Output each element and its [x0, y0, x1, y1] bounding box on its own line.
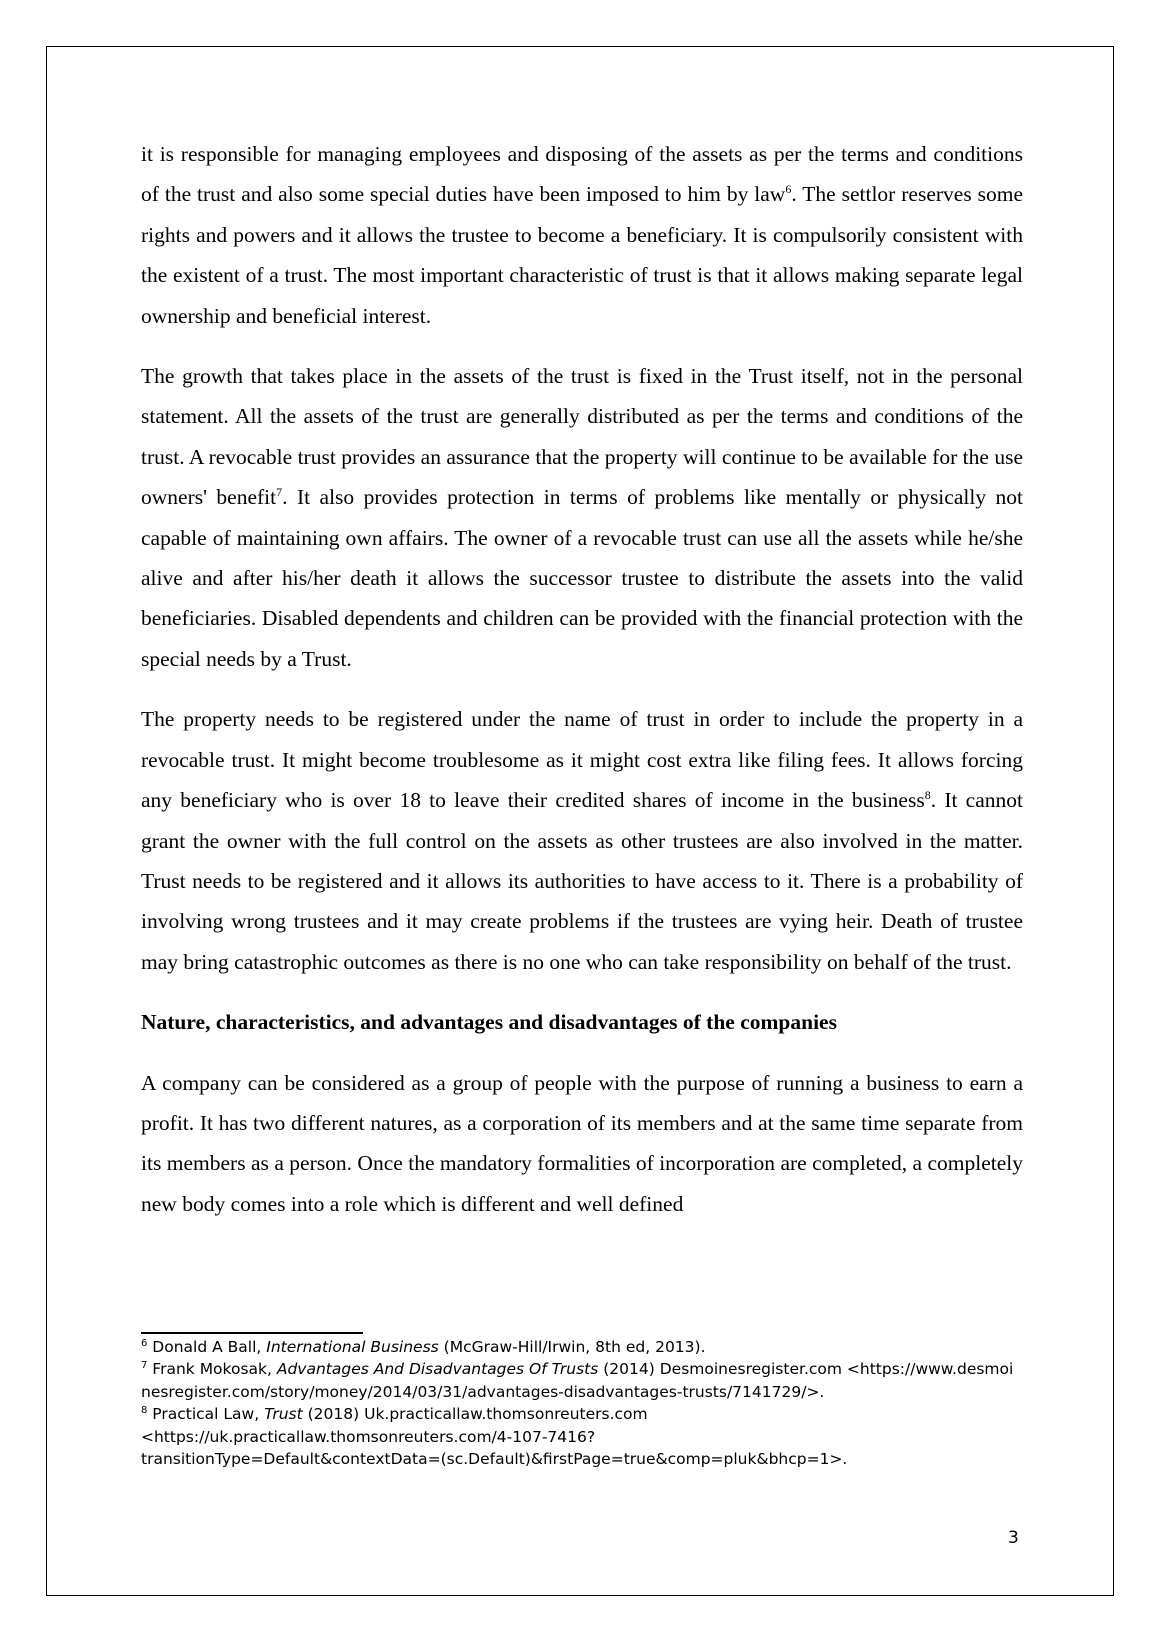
footnote-ref-6[interactable]: 6 [785, 182, 792, 197]
paragraph-text: . It also provides protection in terms of problems like mentally or physically not capable of maintaining own affairs. The owner of a revocable trust can use all the assets while he/she alive and after his/her death it allows the successor trustee to distribute the assets into the valid beneficiaries. Disabled dependents and children can be provided with the financial protection with the special needs by a Trust. [141, 485, 1023, 671]
footnote-title: Advantages And Disadvantages Of Trusts [276, 1360, 599, 1379]
footnote-title: International Business [266, 1338, 439, 1356]
footnote-text: Practical Law, [147, 1405, 265, 1424]
paragraph-trust-disadvantages [141, 699, 1023, 982]
footnote-title: Trust [264, 1405, 303, 1424]
footnote-text: Frank Mokosak, [147, 1360, 277, 1379]
footnote-separator [141, 1332, 363, 1334]
footnote-text: (McGraw-Hill/Irwin, 8th ed, 2013). [438, 1338, 706, 1356]
paragraph-text: The growth that takes place in the assets of the trust is fixed in the Trust itself, not in the personal statement. All the assets of the trust are generally distributed as per the terms and conditions of the trust. A revocable trust provides an assurance that the property will continue to be available for the use owners' benefit [141, 364, 1023, 510]
footnote-link[interactable]: transitionType=Default&contextData=(sc.Default)&firstPage=true&comp=pluk&bhcp=1>. [141, 1450, 848, 1469]
paragraph-trustee-duties [141, 134, 1023, 336]
paragraph-company-nature: A company can be considered as a group of people with the purpose of running a business to earn a profit. It has two different natures, as a corporation of its members and at the same time separate from its members as a person. Once the mandatory formalities of incorporation are completed, a completely new body comes into a role which is different and well defined [141, 1070, 1023, 1216]
footnote-number: 7 [141, 1360, 148, 1372]
footnote-link[interactable]: (2014) Desmoinesregister.com <https://www.desmoinesregister.com/story/money/2014/03/31/advantages-disadvantages-trusts/7141729/>. [141, 1360, 1014, 1401]
footnote-number: 6 [141, 1337, 148, 1349]
footnotes [141, 1336, 1023, 1470]
paragraph-text: . The settlor reserves some rights and powers and it allows the trustee to become a beneficiary. It is compulsorily consistent with the existent of a trust. The most important characteristic of trust is that it allows making separate legal ownership and beneficial interest. [141, 182, 1024, 328]
footnote-link[interactable]: <https://uk.practicallaw.thomsonreuters.com/4-107-7416? [141, 1427, 596, 1446]
document-body [141, 134, 1023, 1244]
paragraph-text: The property needs to be registered under the name of trust in order to include the property in a revocable trust. It might become troublesome as it might cost extra like filing fees. It allows forcing any beneficiary who is over 18 to leave their credited shares of income in the business [141, 707, 1023, 813]
footnote-6 [141, 1336, 1023, 1358]
paragraph-text: . It cannot grant the owner with the full control on the assets as other trustees are also involved in the matter. Trust needs to be registered and it allows its authorities to have access to it. There is a probability of involving wrong trustees and it may create problems if the trustees are vying heir. Death of trustee may bring catastrophic outcomes as there is no one who can take responsibility on behalf of the trust. [141, 788, 1023, 974]
footnote-number: 8 [141, 1405, 148, 1417]
footnote-text: Donald A Ball, [147, 1338, 267, 1356]
section-heading: Nature, characteristics, and advantages and disadvantages of the companies [141, 1010, 837, 1035]
footnote-7 [141, 1358, 1023, 1403]
footnote-ref-8[interactable]: 8 [924, 787, 931, 802]
footnote-8 [141, 1403, 1023, 1470]
footnote-ref-7[interactable]: 7 [276, 485, 283, 500]
footnote-text: (2018) Uk.practicallaw.thomsonreuters.com [302, 1405, 648, 1424]
page-number: 3 [1008, 1528, 1019, 1548]
paragraph-trust-assets [141, 356, 1023, 679]
paragraph-text: it is responsible for managing employees and disposing of the assets as per the terms and conditions of the trust and also some special duties have been imposed to him by law [141, 142, 1023, 207]
